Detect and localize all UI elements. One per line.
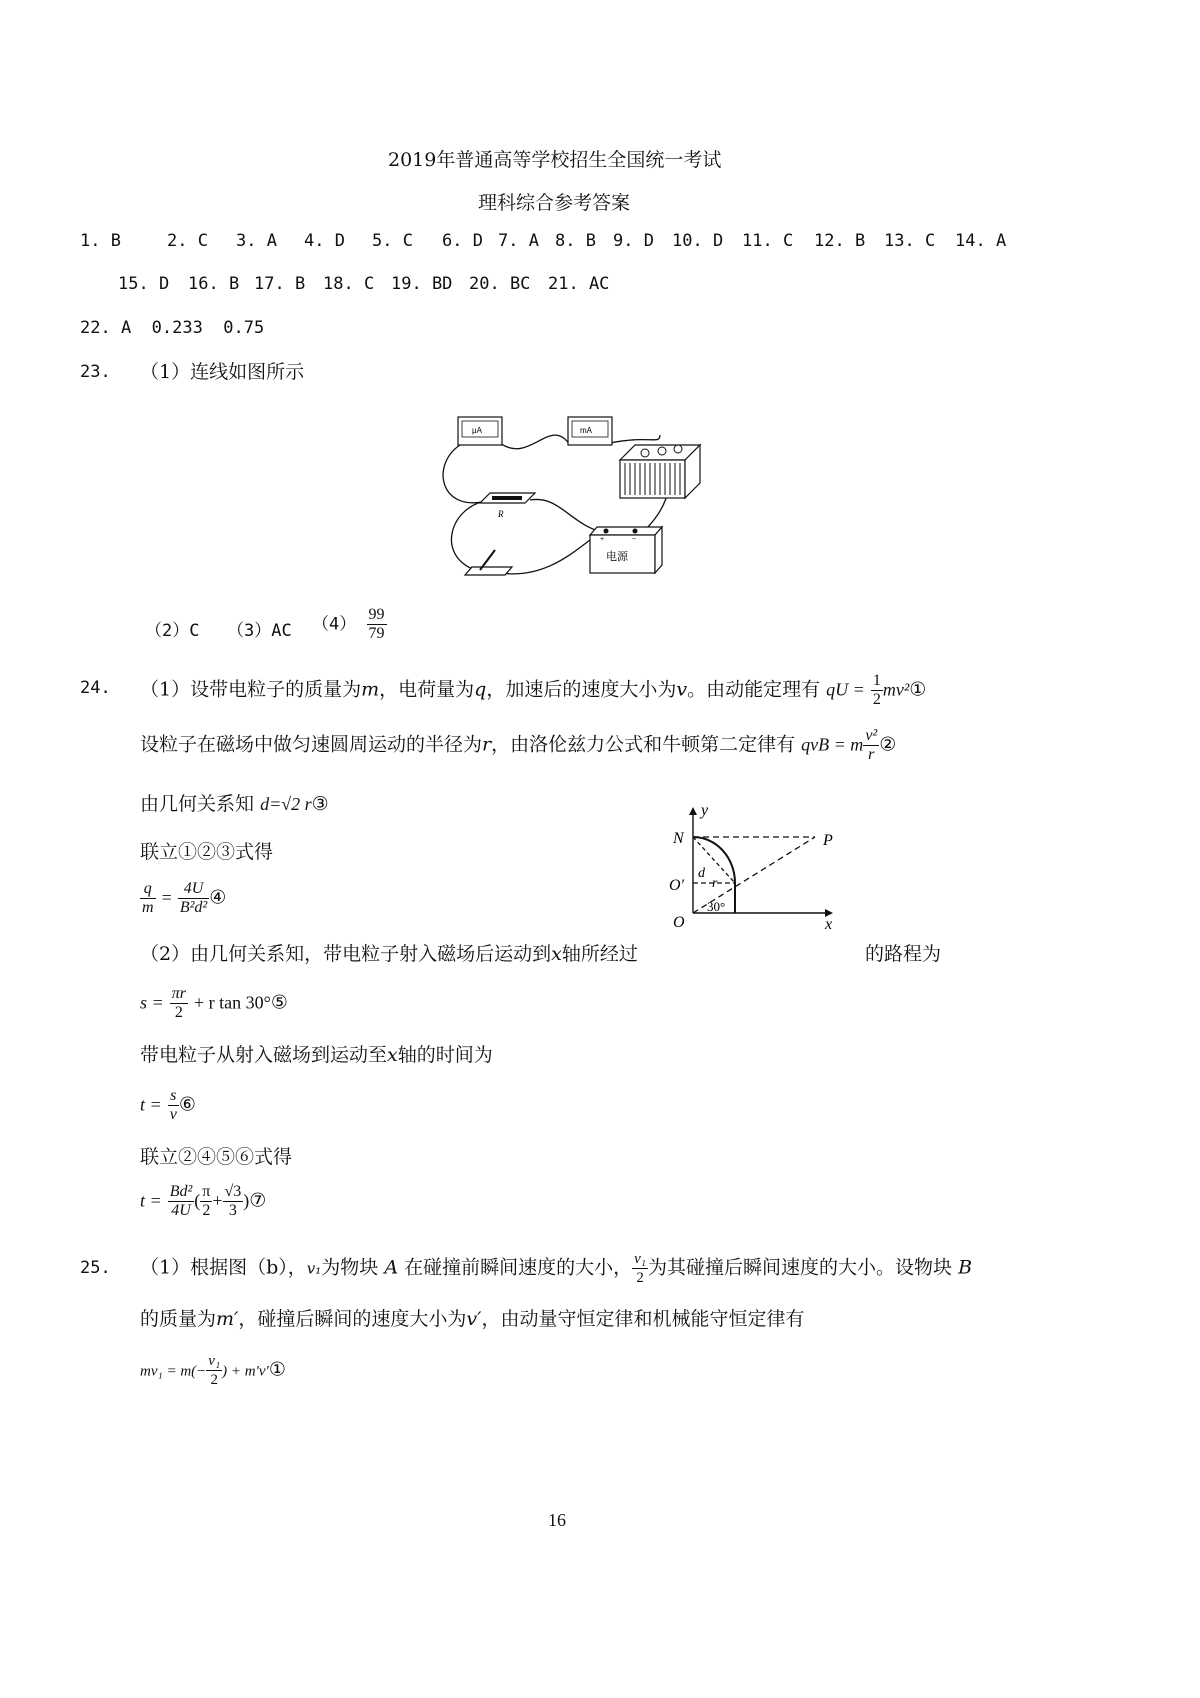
point-p-label: P [823, 832, 833, 849]
resistor-icon [480, 493, 535, 519]
power-source-label: 电源 [606, 550, 628, 563]
q23-part3: （3）AC [227, 621, 292, 641]
q24-line1: （1）设带电粒子的质量为m，电荷量为q，加速后的速度大小为v。由动能定理有 qU = $\frac{1}{2}$ mv²① [140, 672, 927, 708]
label-r: r [712, 876, 718, 891]
answer-item: 13. C [884, 231, 936, 251]
answer-item: 11. C [742, 231, 794, 251]
answer-item: 4. D [304, 231, 345, 251]
point-o1-label: O′ [669, 877, 685, 894]
svg-text:−: − [632, 536, 637, 543]
q25-number: 25. [80, 1258, 111, 1278]
q24-geometry-diagram [665, 805, 845, 930]
answer-item: 16. B [188, 274, 240, 294]
power-source-icon [590, 527, 662, 573]
q23-part2: （2）C [145, 621, 200, 641]
milliammeter-icon [568, 417, 612, 445]
answer-item: 20. BC [469, 274, 531, 294]
answer-item: 15. D [118, 274, 170, 294]
answer-item: 21. AC [548, 274, 610, 294]
q23-part4-denominator: 79 [368, 625, 385, 642]
q24-line11: t = $\frac{\text{Bd²}}{4U}$ ( $\frac{\pi}{2}$ + $\frac{√3}{3}$ )⑦ [140, 1183, 267, 1219]
microammeter-icon [458, 417, 502, 445]
q23-part1: （1）连线如图所示 [140, 361, 305, 383]
q24-line9: t = $\frac{s}{v}$ ⑥ [140, 1087, 196, 1123]
q24-line8: 带电粒子从射入磁场到运动至x轴的时间为 [140, 1044, 493, 1066]
answer-item: 1. B [80, 231, 121, 251]
svg-text:+: + [600, 536, 605, 543]
resistor-label: R [498, 509, 504, 519]
answer-item: 2. C [167, 231, 208, 251]
label-d: d [698, 866, 705, 881]
circuit-diagram [430, 405, 720, 585]
q23-part4-numerator: 99 [368, 606, 385, 623]
answer-item: 19. BD [391, 274, 453, 294]
q24-line6-end: 的路程为 [865, 943, 942, 965]
q24-number: 24. [80, 678, 111, 698]
origin-label: O [673, 914, 685, 930]
answer-item: 7. A [498, 231, 539, 251]
answer-item: 8. B [555, 231, 596, 251]
meter1-label: μA [472, 426, 482, 435]
answer-item: 5. C [372, 231, 413, 251]
q24-line6: （2）由几何关系知，带电粒子射入磁场后运动到x轴所经过 [140, 943, 638, 965]
answer-item: 10. D [672, 231, 724, 251]
q25-line2: 的质量为m′，碰撞后瞬间的速度大小为v′，由动量守恒定律和机械能守恒定律有 [140, 1308, 805, 1330]
q25-line1: （1）根据图（b），v₁为物块 A 在碰撞前瞬间速度的大小， $\frac{\text{v₁}}{2}$ 为其碰撞后瞬间速度的大小。设物块 B [140, 1251, 973, 1286]
q24-line5: $\frac{q}{m}$ = $\frac{4U}{\text{B²d²}}$ ④ [142, 880, 227, 916]
q24-line10: 联立②④⑤⑥式得 [140, 1146, 293, 1168]
q22-answer: 22. A 0.233 0.75 [80, 318, 265, 338]
axis-y-label: y [701, 805, 709, 819]
answer-item: 17. B [254, 274, 306, 294]
q24-line7: s = $\frac{\pi r}{2}$ + r tan 30°⑤ [140, 985, 288, 1021]
answer-item: 14. A [955, 231, 1007, 251]
page-subtitle: 理科综合参考答案 [478, 192, 631, 214]
axis-x-label: x [825, 916, 833, 930]
point-n-label: N [673, 830, 684, 847]
meter2-label: mA [580, 426, 592, 435]
q24-line4: 联立①②③式得 [140, 841, 274, 863]
q23-number: 23. [80, 362, 111, 382]
switch-icon [465, 550, 512, 575]
page-number: 16 [548, 1510, 566, 1530]
answer-item: 9. D [613, 231, 654, 251]
q23-part4: （4） $\frac{99}{79}$ [312, 606, 385, 642]
q24-line3: 由几何关系知 d=√2 r③ [140, 793, 329, 815]
q24-line2: 设粒子在磁场中做匀速圆周运动的半径为r，由洛伦兹力公式和牛顿第二定律有 qvB = m $\frac{\text{v²}}{r}$ ② [140, 727, 897, 763]
page-title: 2019年普通高等学校招生全国统一考试 [388, 149, 722, 171]
q25-line3: mv₁ = m(− $\frac{\text{v₁}}{2}$ ) + m′v′① [140, 1353, 286, 1388]
angle-label: 30° [707, 899, 726, 914]
answer-item: 18. C [323, 274, 375, 294]
answer-item: 3. A [236, 231, 277, 251]
answer-item: 6. D [442, 231, 483, 251]
answer-item: 12. B [814, 231, 866, 251]
resistance-box-icon [620, 445, 700, 498]
